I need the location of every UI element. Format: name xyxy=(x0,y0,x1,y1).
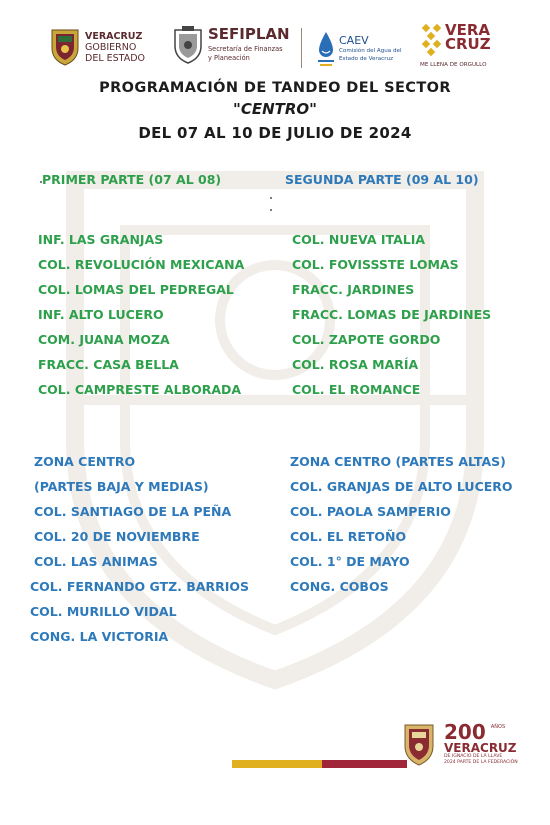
first-part-list-2 xyxy=(30,449,249,649)
list-item: COL. GRANJAS DE ALTO LUCERO xyxy=(290,479,513,494)
list-item: FRACC. JARDINES xyxy=(292,282,415,297)
anniversary-logo xyxy=(402,722,518,766)
veracruz-government-logo xyxy=(50,28,145,66)
wine-bar xyxy=(322,760,407,768)
anniversary-line1: DE IGNACIO DE LA LLAVE xyxy=(444,754,503,759)
list-item: COL. NUEVA ITALIA xyxy=(292,232,426,247)
anniversary-line2: 2024 PARTE DE LA FEDERACIÓN xyxy=(444,760,518,765)
sefiplan-logo xyxy=(172,24,290,64)
list-item: COL. ZAPOTE GORDO xyxy=(292,332,441,347)
sefiplan-title: SEFIPLAN xyxy=(208,24,290,43)
decorative-dot xyxy=(40,181,42,183)
caev-title: CAEV xyxy=(339,33,369,47)
list-item: FRACC. CASA BELLA xyxy=(38,357,179,372)
brand-word-vera: VERA xyxy=(445,21,491,39)
anniversary-years: AÑOS xyxy=(490,724,506,730)
list-item: COL. SANTIAGO DE LA PEÑA xyxy=(34,504,232,519)
brand-wordmark xyxy=(445,23,491,51)
veracruz-brand-logo xyxy=(418,22,490,74)
sefiplan-subtitle-line2: y Planeación xyxy=(208,53,250,62)
water-drop-icon xyxy=(316,28,336,68)
list-item: COL. PAOLA SAMPERIO xyxy=(290,504,451,519)
decorative-dot xyxy=(270,209,272,211)
list-item: COM. JUANA MOZA xyxy=(38,332,170,347)
list-item: ZONA CENTRO (PARTES ALTAS) xyxy=(290,454,506,469)
list-item: COL. LAS ANIMAS xyxy=(34,554,158,569)
list-item: COL. 20 DE NOVIEMBRE xyxy=(34,529,200,544)
list-item: COL. FERNANDO GTZ. BARRIOS xyxy=(30,579,249,594)
list-item: ZONA CENTRO xyxy=(34,454,136,469)
sefiplan-subtitle-line1: Secretaría de Finanzas xyxy=(208,44,283,53)
state-shield-icon xyxy=(50,28,80,66)
list-item: COL. EL ROMANCE xyxy=(292,382,421,397)
list-item: COL. REVOLUCIÓN MEXICANA xyxy=(38,257,245,272)
second-part-list-1 xyxy=(292,227,491,402)
list-item: FRACC. LOMAS DE JARDINES xyxy=(292,307,492,322)
list-item: COL. LOMAS DEL PEDREGAL xyxy=(38,282,234,297)
brand-tagline: ME LLENA DE ORGULLO xyxy=(420,62,487,68)
caev-subtitle-line1: Comisión del Agua del xyxy=(339,47,402,54)
sector-name: "CENTRO" xyxy=(233,100,317,118)
caev-subtitle-line2: Estado de Veracruz xyxy=(339,55,394,62)
list-item: COL. EL RETOÑO xyxy=(290,529,407,544)
list-item: COL. 1° DE MAYO xyxy=(290,554,410,569)
list-item: CONG. COBOS xyxy=(290,579,389,594)
list-item: INF. ALTO LUCERO xyxy=(38,307,164,322)
anniversary-number: 200 xyxy=(444,720,486,744)
second-part-list-2 xyxy=(290,449,513,599)
gold-bar xyxy=(232,760,322,768)
caev-logo xyxy=(316,28,402,68)
list-item: INF. LAS GRANJAS xyxy=(38,232,164,247)
first-part-heading: PRIMER PARTE (07 AL 08) xyxy=(42,172,222,187)
list-item: COL. CAMPRESTE ALBORADA xyxy=(38,382,242,397)
brand-word-cruz: CRUZ xyxy=(445,35,491,53)
veracruz-logo-line3: DEL ESTADO xyxy=(85,52,146,64)
anniversary-word: VERACRUZ xyxy=(444,741,517,755)
list-item: COL. MURILLO VIDAL xyxy=(30,604,177,619)
header-divider xyxy=(301,28,302,68)
sefiplan-emblem-icon xyxy=(172,24,204,64)
veracruz-logo-line2: GOBIERNO xyxy=(85,41,137,53)
document-title: PROGRAMACIÓN DE TANDEO DEL SECTOR xyxy=(99,80,451,96)
decorative-dot xyxy=(270,197,272,199)
anniversary-shield-icon xyxy=(402,722,436,766)
veracruz-logo-line1: VERACRUZ xyxy=(85,30,143,42)
date-range: DEL 07 AL 10 DE JULIO DE 2024 xyxy=(138,124,412,142)
footer-color-bars xyxy=(232,760,407,768)
list-item: COL. FOVISSSTE LOMAS xyxy=(292,257,459,272)
list-item: (PARTES BAJA Y MEDIAS) xyxy=(34,479,209,494)
list-item: COL. ROSA MARÍA xyxy=(292,357,419,372)
brand-pattern-icon xyxy=(422,24,442,56)
second-part-heading: SEGUNDA PARTE (09 AL 10) xyxy=(285,172,479,187)
list-item: CONG. LA VICTORIA xyxy=(30,629,169,644)
first-part-list-1 xyxy=(38,227,244,402)
